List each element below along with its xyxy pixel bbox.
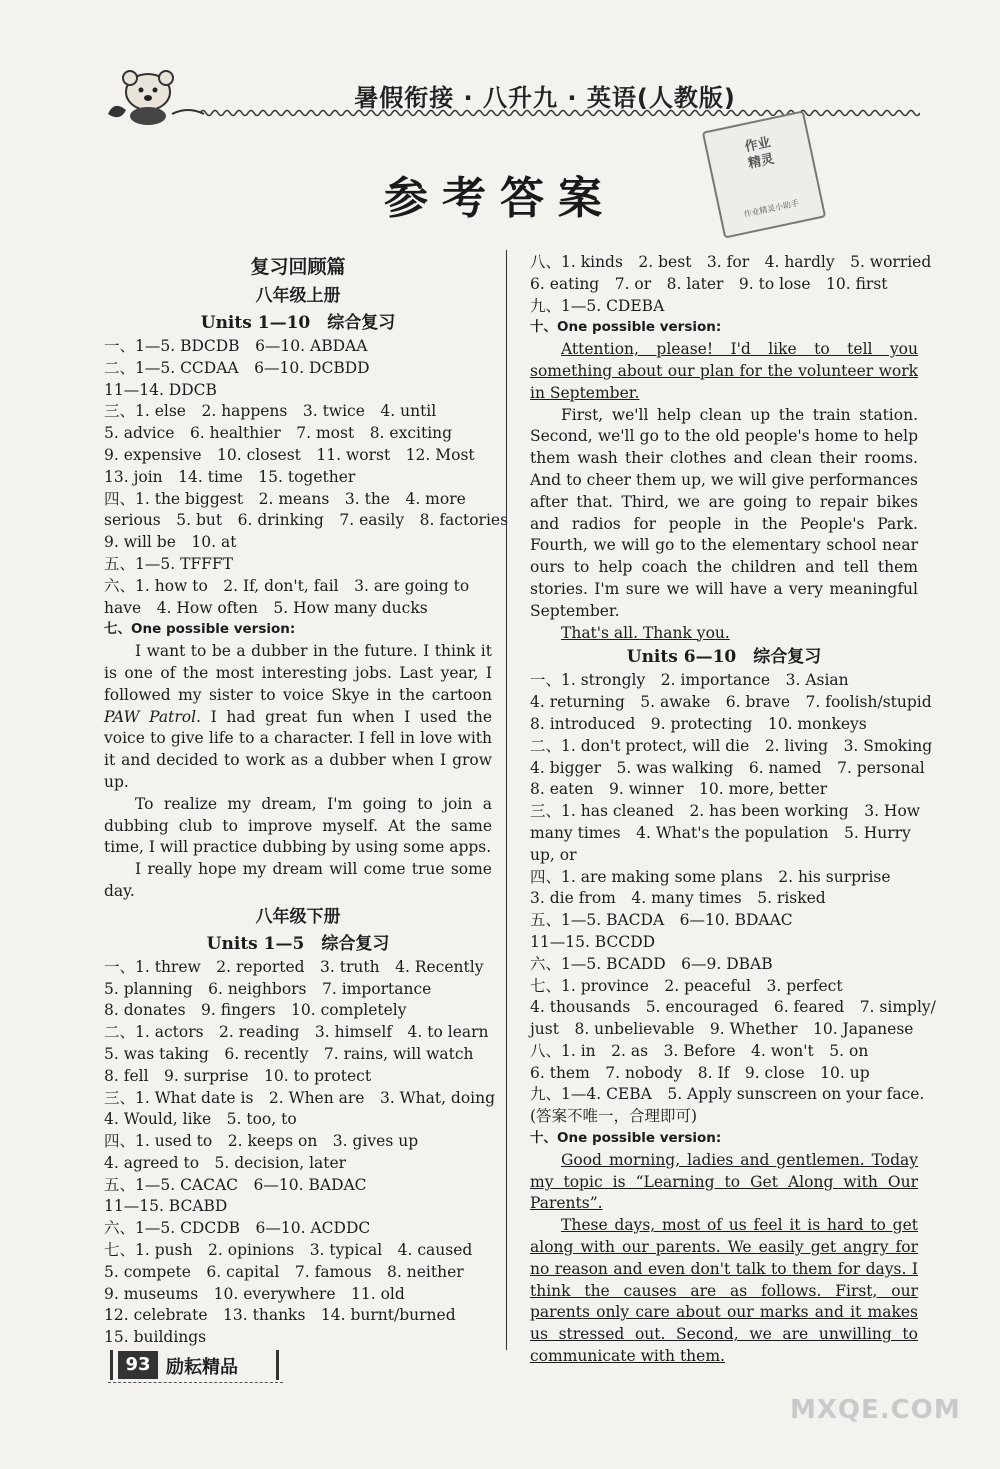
footer-dash [108, 1382, 283, 1383]
answer-line: 二、1—5. CCDAA 6—10. DCBDD [104, 358, 370, 377]
header-wave-line [200, 108, 920, 118]
answer-line: 五、1—5. TFFFT [104, 554, 234, 573]
unit-heading: Units 1—5 综合复习 [206, 933, 390, 954]
answer-line: 6. them 7. nobody 8. If 9. close 10. up [530, 1063, 870, 1082]
answer-line: 三、1. else 2. happens 3. twice 4. until [104, 402, 437, 421]
answer-line: 五、1—5. BACDA 6—10. BDAAC [530, 911, 793, 930]
stamp-text: 作业 [743, 135, 773, 156]
answer-line: 一、1. strongly 2. importance 3. Asian [530, 671, 849, 690]
answer-line: 8. fell 9. surprise 10. to protect [104, 1066, 372, 1085]
essay-paragraph: That's all. Thank you. [561, 623, 730, 642]
essay-label: 十、One possible version: [530, 1130, 722, 1147]
answer-line: 六、1—5. BCADD 6—9. DBAB [530, 954, 773, 973]
answer-line: 六、1. how to 2. If, don't, fail 3. are going to [104, 576, 470, 595]
answer-line: have 4. How often 5. How many ducks [104, 598, 428, 617]
answer-line: 四、1. used to 2. keeps on 3. gives up [104, 1132, 419, 1151]
essay-paragraph: I really hope my dream will come true some day. [104, 860, 492, 900]
answer-line: 6. eating 7. or 8. later 9. to lose 10. first [530, 274, 888, 293]
essay-paragraph: Good morning, ladies and gentlemen. Today my topic is “Learning to Get Along with Our Parents”. [530, 1150, 918, 1213]
answer-line: 12. celebrate 13. thanks 14. burnt/burned [104, 1306, 456, 1325]
answer-line: 三、1. has cleaned 2. has been working 3. How [530, 802, 921, 821]
answer-line: 四、1. are making some plans 2. his surprise [530, 867, 891, 886]
answer-line: 5. advice 6. healthier 7. most 8. exciting [104, 424, 453, 443]
answer-line: up, or [530, 845, 577, 864]
column-divider [506, 250, 507, 1350]
answer-line: 七、1. province 2. peaceful 3. perfect [530, 976, 843, 995]
essay-paragraph: I want to be a dubber in the future. I think it is one of the most interesting jobs. Last year, I followed my sister to voice Skye in the cartoon PAW Patrol. I had great fun when I used the voice to give life to a character. I fell in love with it and decided to work as a dubber when I grow up. [104, 642, 492, 791]
answer-text: . I had great fun when I used the voice to give life to a character. I fell in love with it and decided to work as a dubber when I grow up. [104, 707, 492, 791]
answer-line: 13. join 14. time 15. together [104, 467, 356, 486]
answer-line: 九、1—5. CDEBA [530, 296, 665, 315]
answer-line: 8. donates 9. fingers 10. completely [104, 1001, 407, 1020]
essay-label: 七、One possible version: [104, 621, 296, 638]
answer-line: 一、1. threw 2. reported 3. truth 4. Recently [104, 957, 484, 976]
answer-line: 4. returning 5. awake 6. brave 7. foolish/stupid [530, 693, 932, 712]
essay-label: 十、One possible version: [530, 319, 722, 336]
essay-paragraph: These days, most of us feel it is hard to get along with our parents. We easily get angry for no reason and even don't talk to them for days. I think the causes are as follows. First, our parents only care about our marks and it makes us stressed out. Second, we are unwilling to communicate with them. [530, 1216, 918, 1366]
answer-line: serious 5. but 6. drinking 7. easily 8. factories [104, 511, 509, 530]
answer-line: just 8. unbelievable 9. Whether 10. Japanese [530, 1020, 914, 1039]
answer-line: 九、1—4. CEBA 5. Apply sunscreen on your face. [530, 1085, 925, 1104]
series-title: 暑假衔接 · 八升九 · 英语(人教版) [354, 84, 736, 112]
answer-line: 11—15. BCCDD [530, 932, 656, 951]
answer-line: 9. will be 10. at [104, 533, 237, 552]
footer-brand: 励耘精品 [166, 1357, 238, 1378]
answer-line: 六、1—5. CDCDB 6—10. ACDDC [104, 1219, 371, 1238]
footer-bar [276, 1350, 279, 1380]
grade-heading: 八年级下册 [255, 906, 341, 927]
watermark: MXQE.COM [790, 1395, 961, 1425]
homework-stamp [702, 110, 826, 238]
stamp-caption: 作业精灵小助手 [742, 198, 800, 219]
answer-text: PAW Patrol [104, 707, 197, 726]
essay-paragraph: Attention, please! I'd like to tell you something about our plan for the volunteer work in September. [530, 340, 918, 402]
left-column [104, 252, 509, 1349]
answer-line: 9. museums 10. everywhere 11. old [104, 1284, 405, 1303]
answer-line: 9. expensive 10. closest 11. worst 12. Most [104, 445, 475, 464]
answer-line: 11—15. BCABD [104, 1197, 228, 1216]
answer-line: 4. bigger 5. was walking 6. named 7. personal [530, 758, 925, 777]
answer-line: 4. thousands 5. encouraged 6. feared 7. simply/ [530, 998, 936, 1017]
page-number: 93 [118, 1351, 158, 1379]
answer-line: 七、1. push 2. opinions 3. typical 4. caused [104, 1241, 473, 1260]
answer-line: 二、1. don't protect, will die 2. living 3. Smoking [530, 736, 933, 755]
essay-paragraph: To realize my dream, I'm going to join a dubbing club to improve myself. At the same time, I will practice dubbing by using some apps. [104, 794, 492, 857]
answer-line: 五、1—5. CACAC 6—10. BADAC [104, 1175, 367, 1194]
answer-line: 八、1. in 2. as 3. Before 4. won't 5. on [530, 1041, 869, 1060]
answer-line: 三、1. What date is 2. When are 3. What, doing [104, 1088, 496, 1107]
grade-heading: 八年级上册 [255, 286, 341, 306]
answer-line: 3. die from 4. many times 5. risked [530, 889, 826, 908]
stamp-text: 精灵 [747, 151, 776, 172]
answer-line: 5. planning 6. neighbors 7. importance [104, 979, 432, 998]
answer-line: 15. buildings [104, 1328, 207, 1347]
section-heading: 复习回顾篇 [250, 256, 346, 278]
answer-line: 四、1. the biggest 2. means 3. the 4. more [104, 489, 466, 508]
page-title: 参考答案 [384, 173, 616, 224]
answer-line: 4. Would, like 5. too, to [104, 1110, 297, 1129]
answer-line: 11—14. DDCB [104, 380, 217, 399]
bear-mascot-icon [100, 70, 210, 125]
answer-line: (答案不唯一，合理即可) [530, 1107, 698, 1126]
unit-heading: Units 6—10 综合复习 [626, 647, 822, 668]
answer-line: 二、1. actors 2. reading 3. himself 4. to learn [104, 1023, 489, 1042]
footer-bar [110, 1350, 113, 1380]
answer-line: many times 4. What's the population 5. Hurry [530, 823, 911, 842]
essay-paragraph: First, we'll help clean up the train station. Second, we'll go to the old people's home to help them wash their clothes and clean their rooms. And to cheer them up, we will give performances after that. Third, we are going to repair bikes and radios for people in the People's Park. Fourth, we will go to the elementary school near ours to help coach the children and tell them stories. I'm sure we will have a very meaningful September. [530, 405, 918, 620]
answer-line: 八、1. kinds 2. best 3. for 4. hardly 5. worried [530, 253, 932, 271]
right-column [530, 252, 936, 1368]
answer-line: 8. introduced 9. protecting 10. monkeys [530, 714, 867, 733]
page-footer [108, 1348, 283, 1384]
answer-line: 8. eaten 9. winner 10. more, better [530, 780, 828, 799]
answer-line: 5. was taking 6. recently 7. rains, will watch [104, 1044, 474, 1063]
answer-line: 一、1—5. BDCDB 6—10. ABDAA [104, 337, 368, 355]
answer-line: 4. agreed to 5. decision, later [104, 1153, 347, 1172]
unit-heading: Units 1—10 综合复习 [200, 313, 396, 333]
answer-line: 5. compete 6. capital 7. famous 8. neither [104, 1262, 464, 1281]
answer-text: We easily get angry for no reason and even don't talk to them for days. I think the causes are as follows. First, our parents only care about our marks and it makes us stressed out. Second, we are unwilling to communicate with them. [530, 1238, 918, 1366]
